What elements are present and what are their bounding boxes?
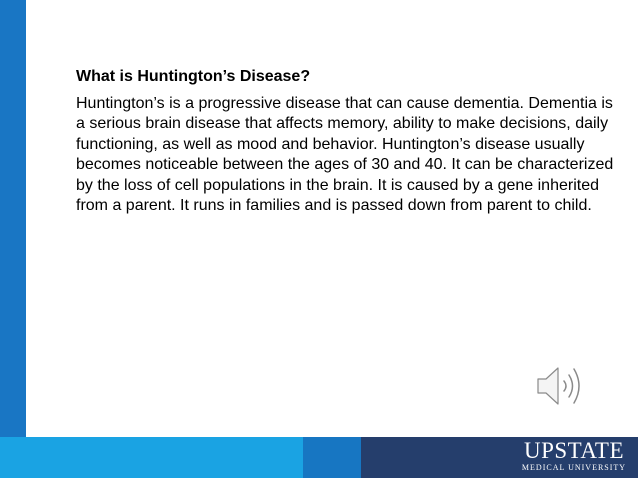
speaker-icon <box>534 364 586 408</box>
left-accent-bar <box>0 0 26 437</box>
footer-segment-light <box>0 437 303 478</box>
logo-subtitle: MEDICAL UNIVERSITY <box>521 463 627 472</box>
slide-heading: What is Huntington’s Disease? <box>76 68 311 85</box>
upstate-logo <box>513 439 635 476</box>
audio-speaker-button[interactable] <box>534 364 586 408</box>
slide-content <box>76 66 616 216</box>
slide-body-text: Huntington’s is a progressive disease that can cause dementia. Dementia is a serious brain disease that affects memory, ability to make decisions, daily functioning, as well as mood and behavior. Huntington’s disease usually becomes noticeable between the ages of 30 and 40. It can be characterized by the loss of cell populations in the brain. It is caused by a gene inherited from a parent. It runs in families and is passed down from parent to child. <box>76 95 614 215</box>
logo-name: UPSTATE <box>523 438 625 463</box>
footer-segment-mid <box>303 437 361 478</box>
